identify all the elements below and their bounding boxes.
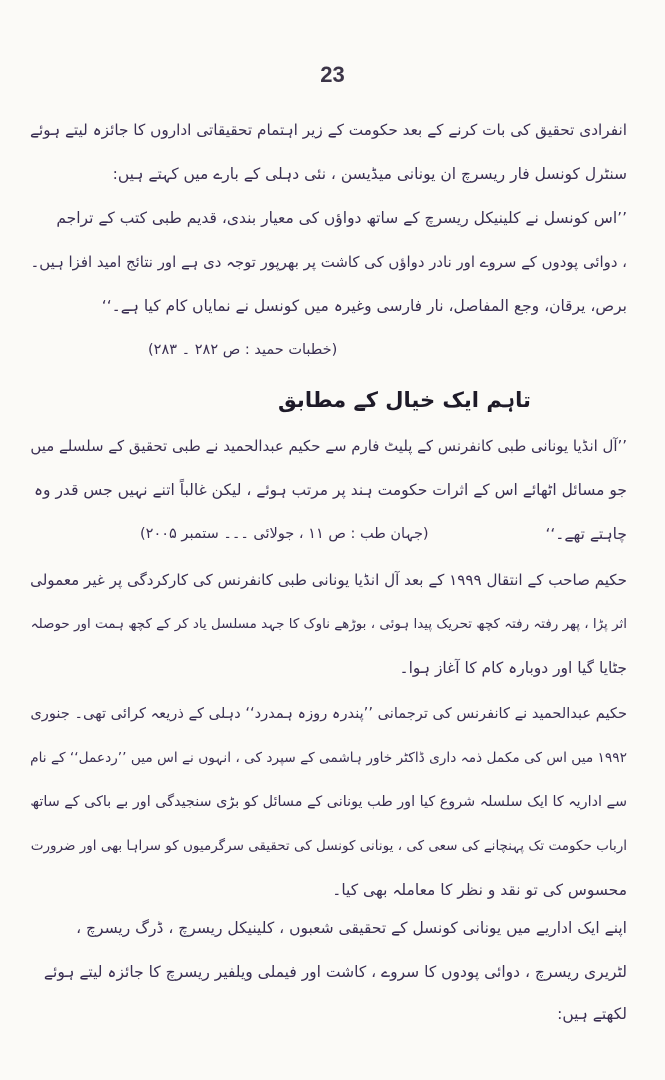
text-line: سنٹرل کونسل فار ریسرچ ان یونانی میڈیسن ، نئی دہلی کے بارے میں کہتے ہیں: [112,165,627,183]
quote-line: برص، یرقان، وجع المفاصل، نار فارسی وغیرہ میں کونسل نے نمایاں کام کیا ہے۔‘‘ [101,297,627,315]
text-line: سے اداریہ کا ایک سلسلہ شروع کیا اور طب یونانی کے مسائل کو بڑی سنجیدگی اور بے باکی کے ساتھ [30,794,627,810]
citation: (جہان طب : ص ۱۱ ، جولائی ۔۔۔ ستمبر ۲۰۰۵) [140,526,429,542]
text-line: حکیم عبدالحمید نے کانفرنس کی ترجمانی ’’پندرہ روزہ ہمدرد‘‘ دہلی کے ذریعہ کرائی تھی۔ جنوری [30,705,627,722]
text-line: لٹریری ریسرچ ، دوائی پودوں کا سروے ، کاشت اور فیملی ویلفیر ریسرچ کا جائزہ لیتے ہوئے [43,963,627,981]
text-line: جٹایا گیا اور دوبارہ کام کا آغاز ہوا۔ [399,659,627,677]
text-line: لکھتے ہیں: [557,1005,627,1023]
quote-line: ’’اس کونسل نے کلینیکل ریسرچ کے ساتھ دواؤں کی معیار بندی، قدیم طبی کتب کے تراجم [56,209,627,227]
citation: (خطبات حمید : ص ۲۸۲ ۔ ۲۸۳) [148,342,338,358]
text-line: انفرادی تحقیق کی بات کرنے کے بعد حکومت کے زیر اہتمام تحقیقاتی اداروں کا جائزہ لیتے ہوئے [30,121,627,139]
text-line: محسوس کی تو نقد و نظر کا معاملہ بھی کیا۔ [332,881,627,899]
section-heading: تاہم ایک خیال کے مطابق [278,388,531,412]
text-line: حکیم صاحب کے انتقال ۱۹۹۹ کے بعد آل انڈیا یونانی طبی کانفرنس کی کارکردگی پر غیر معمولی [30,571,627,589]
text-line: اثر پڑا ، پھر رفتہ رفتہ کچھ تحریک پیدا ہوئی ، بوڑھے ناوک کا جہد مسلسل یاد کر کے کچھ ہمت اور حوصلہ [30,616,627,632]
quote-line: جو مسائل اٹھائے اس کے اثرات حکومت ہند پر مرتب ہوئے ، لیکن غالباً اتنے نہیں جس قدر وہ [33,481,627,499]
quote-line: ، دوائی پودوں کے سروے اور نادر دواؤں کی کاشت پر بھرپور توجہ دی ہے اور نتائج امید افزا ہیں۔ [30,253,627,271]
text-line: ارباب حکومت تک پہنچانے کی سعی کی ، یونانی کونسل کی تحقیقی سرگرمیوں کو سراہا بھی اور ضرورت [30,838,627,854]
text-line: اپنے ایک اداریے میں یونانی کونسل کے تحقیقی شعبوں ، کلینیکل ریسرچ ، ڈرگ ریسرچ ، [76,919,627,937]
quote-line: ’’آل انڈیا یونانی طبی کانفرنس کے پلیٹ فارم سے حکیم عبدالحمید نے طبی تحقیق کے سلسلے میں [30,437,627,455]
quote-line: چاہتے تھے۔‘‘ [545,525,627,543]
text-line: ۱۹۹۲ میں اس کی مکمل ذمہ داری ڈاکٹر خاور ہاشمی کے سپرد کی ، انہوں نے اس میں ’’ردعمل‘‘ کے نام [30,750,627,766]
page-number: 23 [320,62,345,87]
